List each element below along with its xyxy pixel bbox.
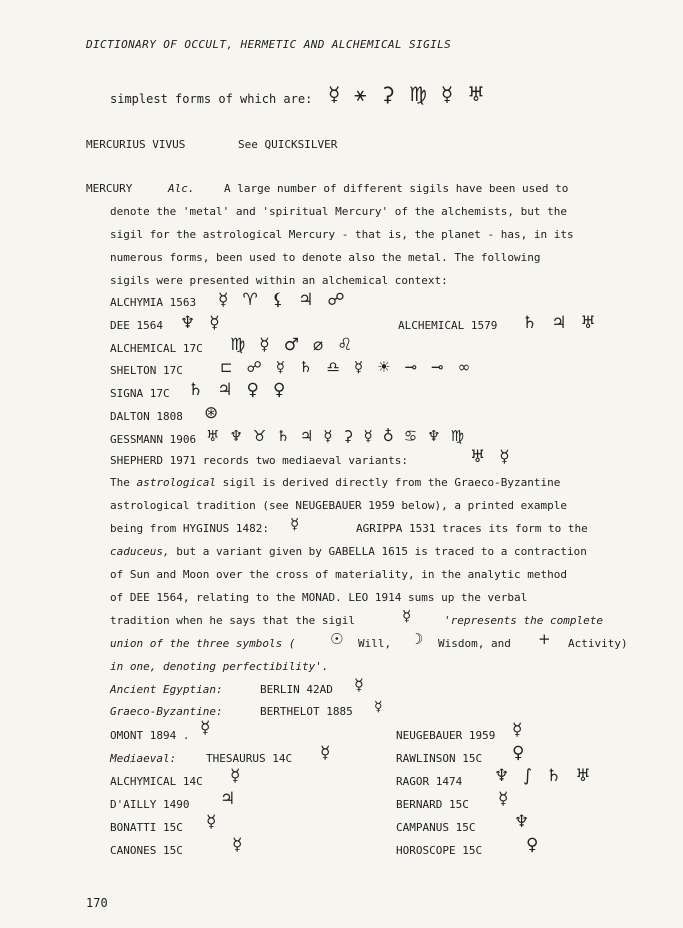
sigil-row: ♆ ☿ bbox=[180, 313, 220, 333]
mercury-sigil: ☿ bbox=[320, 743, 331, 763]
source-label: CAMPANUS 15C bbox=[396, 821, 476, 834]
moon-sigil: ☽ bbox=[410, 630, 424, 648]
paragraph-line: Activity) bbox=[568, 637, 628, 650]
source-label: DALTON 1808 bbox=[110, 410, 183, 423]
paragraph-line: sigils were presented within an alchemical context: bbox=[110, 274, 448, 287]
paragraph-line: sigil for the astrological Mercury - that is, the planet - has, in its bbox=[110, 228, 574, 241]
mercury-sigil: ☿ bbox=[354, 675, 364, 694]
sigil-row: ♄ ♃ ♀ ♀ bbox=[188, 380, 286, 400]
period-label: Mediaeval: bbox=[110, 752, 177, 765]
source-label: BERNARD 15C bbox=[396, 798, 469, 811]
mercury-sigil: ☿ bbox=[498, 789, 509, 809]
source-label: RAWLINSON 15C bbox=[396, 752, 483, 765]
source-label: THESAURUS 14C bbox=[206, 752, 293, 765]
cross-reference: See QUICKSILVER bbox=[238, 138, 338, 151]
sigil-row: ♍ ☿ ♂ ⌀ ♌ bbox=[230, 335, 353, 355]
source-label: D'AILLY 1490 bbox=[110, 798, 190, 811]
paragraph-line: caduceus, but a variant given by GABELLA 1615 is traced to a contraction bbox=[110, 545, 587, 558]
entry-mercurius-vivus: MERCURIUS VIVUS bbox=[86, 138, 186, 151]
sigil-row: ♅ ♆ ♉ ♄ ♃ ☿ ⚳ ☿ ♁ ♋ ♆ ♍ bbox=[206, 427, 465, 445]
period-label: Ancient Egyptian: bbox=[110, 683, 223, 696]
paragraph-line: A large number of different sigils have been used to bbox=[224, 182, 569, 195]
source-label: BERLIN 42AD bbox=[260, 683, 333, 696]
paragraph-line: astrological tradition (see NEUGEBAUER 1959 below), a printed example bbox=[110, 499, 567, 512]
mercury-sigil: ☿ bbox=[232, 835, 243, 855]
page-number: 170 bbox=[86, 896, 108, 910]
paragraph-line: union of the three symbols ( bbox=[110, 637, 296, 650]
mercury-sigil: ♀ bbox=[512, 743, 525, 763]
sigil-row: ⊏ ☍ ☿ ♄ ♎ ☿ ☀ ⊸ ⊸ ∞ bbox=[220, 358, 471, 376]
paragraph-line: numerous forms, been used to denote also the metal. The following bbox=[110, 251, 541, 264]
paragraph-line: tradition when he says that the sigil bbox=[110, 614, 356, 627]
paragraph-line: being from HYGINUS 1482: bbox=[110, 522, 269, 535]
paragraph-line: Wisdom, and bbox=[438, 637, 511, 650]
source-label: ALCHEMICAL 17C bbox=[110, 342, 203, 355]
source-label: BONATTI 15C bbox=[110, 821, 183, 834]
paragraph-line: Will, bbox=[358, 637, 392, 650]
mercury-sigil: ☿ bbox=[402, 607, 412, 625]
source-label: SIGNA 17C bbox=[110, 387, 170, 400]
mercury-sigil: ☿ bbox=[290, 515, 300, 533]
mercury-sigil: ☿ bbox=[206, 812, 217, 832]
mercury-sigil: ♃ bbox=[220, 789, 236, 809]
period-label: Graeco-Byzantine: bbox=[110, 705, 223, 718]
sigil-row: ♄ ♃ ♅ bbox=[522, 313, 596, 333]
paragraph-line: of Sun and Moon over the cross of materiality, in the analytic method bbox=[110, 568, 567, 581]
source-label: RAGOR 1474 bbox=[396, 775, 463, 788]
cross-sigil: + bbox=[538, 630, 551, 648]
intro-line: simplest forms of which are: bbox=[110, 92, 313, 106]
source-label: OMONT 1894 . bbox=[110, 729, 190, 742]
source-label: HOROSCOPE 15C bbox=[396, 844, 483, 857]
mercury-sigil: ♀ bbox=[526, 835, 539, 855]
simplest-forms-sigils: ☿ ⚹ ⚳ ♍ ☿ ♅ bbox=[328, 82, 486, 106]
mercury-sigil: ☿ bbox=[200, 718, 211, 738]
paragraph-line: 'represents the complete bbox=[444, 614, 603, 627]
source-label: GESSMANN 1906 bbox=[110, 433, 197, 446]
paragraph-line: of DEE 1564, relating to the MONAD. LEO 1914 sums up the verbal bbox=[110, 591, 528, 604]
paragraph-line: The astrological sigil is derived directly from the Graeco-Byzantine bbox=[110, 476, 561, 489]
source-label: BERTHELOT 1885 bbox=[260, 705, 353, 718]
source-label: SHEPHERD 1971 records two mediaeval variants: bbox=[110, 454, 409, 467]
mercury-sigil: ☿ bbox=[374, 699, 383, 715]
mercury-sigil: ♆ bbox=[514, 812, 530, 832]
sigil-row: ♆ ∫ ♄ ♅ bbox=[494, 766, 591, 786]
entry-mercury: MERCURY bbox=[86, 182, 133, 195]
sun-sigil: ☉ bbox=[330, 630, 344, 648]
source-label: DEE 1564 bbox=[110, 319, 163, 332]
source-label: ALCHYMIA 1563 bbox=[110, 296, 197, 309]
source-label: NEUGEBAUER 1959 bbox=[396, 729, 496, 742]
mercury-sigil: ☿ bbox=[512, 720, 523, 740]
paragraph-line: in one, denoting perfectibility'. bbox=[110, 660, 329, 673]
sigil-row: ♅ ☿ bbox=[470, 447, 510, 467]
mercury-sigil: ☿ bbox=[230, 766, 241, 786]
source-label: SHELTON 17C bbox=[110, 364, 183, 377]
running-header: DICTIONARY OF OCCULT, HERMETIC AND ALCHEMICAL SIGILS bbox=[86, 38, 452, 51]
paragraph-line: AGRIPPA 1531 traces its form to the bbox=[356, 522, 588, 535]
sigil-row: ☿ ♈ ⚸ ♃ ☍ bbox=[218, 290, 345, 310]
source-label: ALCHYMICAL 14C bbox=[110, 775, 203, 788]
source-label: ALCHEMICAL 1579 bbox=[398, 319, 498, 332]
sigil-row: ⊛ bbox=[204, 403, 219, 423]
paragraph-line: denote the 'metal' and 'spiritual Mercury' of the alchemists, but the bbox=[110, 205, 567, 218]
source-label: CANONES 15C bbox=[110, 844, 183, 857]
entry-abbreviation: Alc. bbox=[168, 182, 195, 195]
